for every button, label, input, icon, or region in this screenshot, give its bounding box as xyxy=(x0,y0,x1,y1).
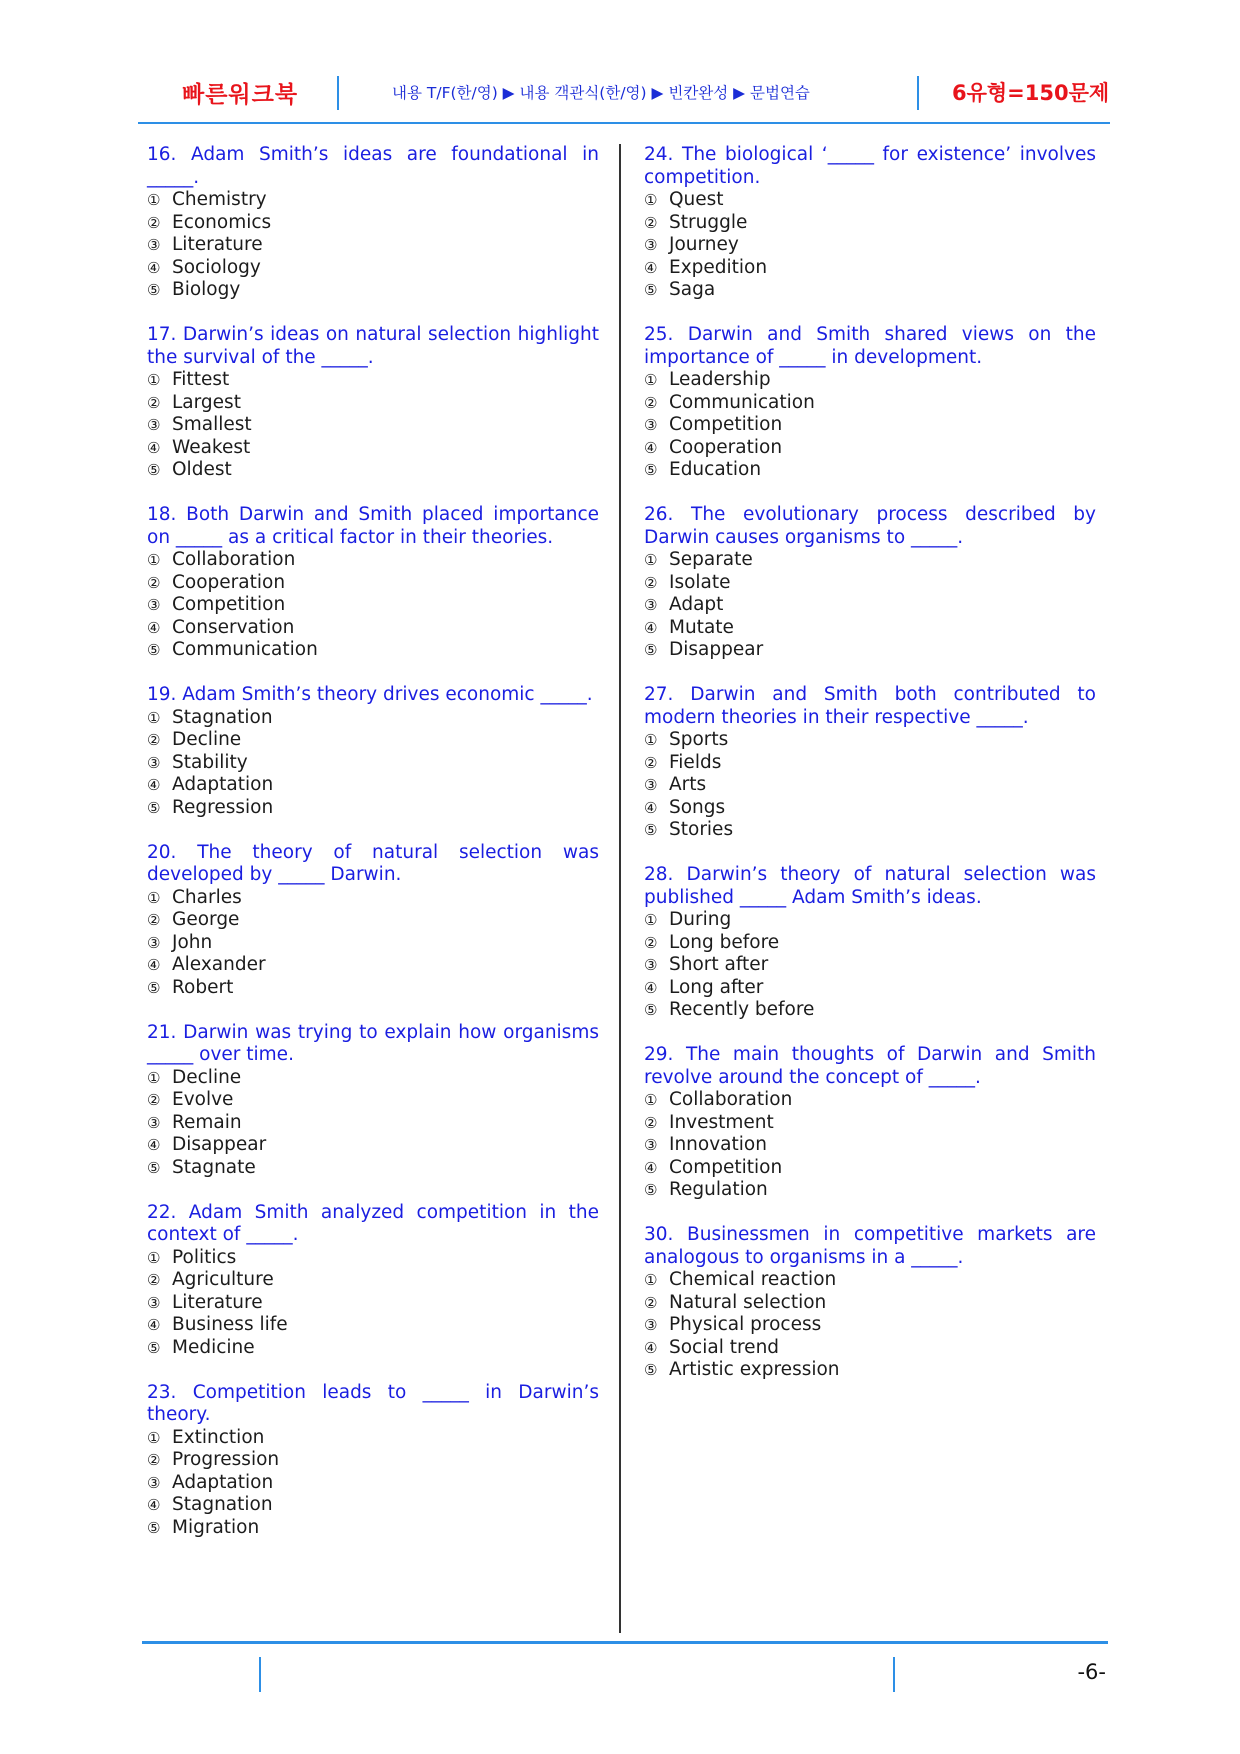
option-list xyxy=(644,729,1096,842)
option-number: ③ xyxy=(644,956,658,974)
answer-option xyxy=(147,932,599,955)
answer-option xyxy=(644,909,1096,932)
answer-option xyxy=(644,572,1096,595)
brand-title: 빠른워크북 xyxy=(182,82,299,108)
option-label: Competition xyxy=(669,1156,783,1178)
answer-option xyxy=(147,887,599,910)
option-label: Biology xyxy=(172,279,241,300)
answer-option xyxy=(147,707,599,730)
answer-option xyxy=(147,1314,599,1337)
option-label: Cooperation xyxy=(172,571,286,593)
option-label: Short after xyxy=(669,954,769,975)
option-number: ① xyxy=(644,1091,658,1109)
footer-divider xyxy=(893,1657,895,1692)
option-number: ② xyxy=(147,393,161,412)
question-text: 18. Both Darwin and Smith placed importance on _____ as a critical factor in their theories. xyxy=(147,504,599,548)
option-label: Politics xyxy=(172,1246,237,1268)
option-label: Quest xyxy=(669,189,724,210)
option-number: ④ xyxy=(147,1136,161,1154)
answer-option xyxy=(147,1292,599,1315)
option-number: ⑤ xyxy=(644,1181,658,1199)
answer-option xyxy=(644,257,1096,280)
answer-option xyxy=(644,234,1096,257)
option-number: ⑤ xyxy=(147,461,161,479)
answer-option xyxy=(147,774,599,797)
option-label: Natural selection xyxy=(669,1291,827,1313)
answer-option xyxy=(644,1134,1096,1157)
option-number: ① xyxy=(147,191,161,209)
option-number: ④ xyxy=(147,618,161,637)
option-label: Stories xyxy=(669,819,734,840)
option-number: ① xyxy=(147,371,161,389)
question-text: 16. Adam Smith’s ideas are foundational in _____. xyxy=(147,144,599,188)
option-number: ② xyxy=(644,573,658,592)
option-number: ③ xyxy=(147,933,161,952)
option-number: ② xyxy=(147,573,161,592)
answer-option xyxy=(147,1472,599,1495)
answer-option xyxy=(147,909,599,932)
answer-option xyxy=(147,1157,599,1180)
answer-option xyxy=(644,999,1096,1022)
answer-option xyxy=(644,977,1096,1000)
answer-option xyxy=(147,1112,599,1135)
answer-option xyxy=(644,369,1096,392)
question-block xyxy=(147,1382,599,1540)
option-list xyxy=(644,549,1096,662)
header-divider xyxy=(337,76,339,110)
option-number: ④ xyxy=(147,1496,161,1514)
option-label: Arts xyxy=(669,774,707,795)
option-label: Stability xyxy=(172,751,248,773)
option-label: Communication xyxy=(172,639,318,660)
option-number: ① xyxy=(644,1271,658,1289)
option-label: Disappear xyxy=(172,1134,267,1155)
option-number: ② xyxy=(644,933,658,952)
option-label: Isolate xyxy=(669,571,731,593)
answer-option xyxy=(147,572,599,595)
answer-option xyxy=(644,639,1096,662)
option-number: ② xyxy=(644,753,658,772)
option-label: Stagnate xyxy=(172,1156,256,1178)
option-number: ⑤ xyxy=(644,641,658,659)
option-label: Journey xyxy=(669,234,739,255)
option-number: ⑤ xyxy=(147,1518,161,1537)
answer-option xyxy=(644,1314,1096,1337)
option-number: ③ xyxy=(147,596,161,614)
option-label: Communication xyxy=(669,391,815,413)
option-label: Physical process xyxy=(669,1314,822,1335)
answer-option xyxy=(644,279,1096,302)
option-number: ③ xyxy=(644,416,658,434)
header-rule xyxy=(138,122,1110,124)
option-number: ① xyxy=(147,888,161,907)
answer-option xyxy=(147,1269,599,1292)
option-label: Saga xyxy=(669,279,716,300)
question-block xyxy=(644,324,1096,482)
answer-option xyxy=(644,752,1096,775)
question-text: 20. The theory of natural selection was developed by _____ Darwin. xyxy=(147,841,599,885)
option-list xyxy=(147,887,599,1000)
question-text: 17. Darwin’s ideas on natural selection highlight the survival of the _____. xyxy=(147,324,599,368)
option-list xyxy=(644,369,1096,482)
answer-option xyxy=(147,1134,599,1157)
option-label: Evolve xyxy=(172,1089,234,1110)
option-number: ③ xyxy=(644,1316,658,1334)
answer-option xyxy=(147,594,599,617)
option-number: ⑤ xyxy=(147,1338,161,1357)
question-text: 21. Darwin was trying to explain how organisms _____ over time. xyxy=(147,1021,599,1065)
answer-option xyxy=(147,1089,599,1112)
answer-option xyxy=(644,549,1096,572)
option-label: Fittest xyxy=(172,369,230,390)
option-number: ④ xyxy=(147,1316,161,1334)
question-block xyxy=(147,1022,599,1180)
answer-option xyxy=(147,1067,599,1090)
option-label: Leadership xyxy=(669,369,771,390)
option-number: ③ xyxy=(147,416,161,434)
column-divider xyxy=(619,144,621,1633)
left-question-column xyxy=(147,144,599,1562)
option-label: Agriculture xyxy=(172,1269,274,1290)
option-label: Adaptation xyxy=(172,774,274,795)
answer-option xyxy=(147,1449,599,1472)
answer-option xyxy=(147,639,599,662)
option-label: Recently before xyxy=(669,999,815,1020)
option-label: Charles xyxy=(172,886,242,908)
question-block xyxy=(644,684,1096,842)
answer-option xyxy=(644,1359,1096,1382)
option-number: ① xyxy=(147,551,161,569)
option-number: ③ xyxy=(644,776,658,794)
answer-option xyxy=(147,752,599,775)
question-text: 26. The evolutionary process described by Darwin causes organisms to _____. xyxy=(644,504,1096,548)
question-block xyxy=(147,324,599,482)
option-number: ③ xyxy=(644,596,658,614)
option-label: Separate xyxy=(669,549,753,570)
option-label: Artistic expression xyxy=(669,1359,840,1380)
option-number: ③ xyxy=(147,1293,161,1312)
answer-option xyxy=(644,594,1096,617)
option-number: ① xyxy=(147,1248,161,1267)
option-number: ④ xyxy=(644,1338,658,1357)
answer-option xyxy=(644,932,1096,955)
answer-option xyxy=(644,459,1096,482)
option-number: ③ xyxy=(147,1473,161,1492)
option-label: Chemical reaction xyxy=(669,1269,837,1290)
answer-option xyxy=(147,212,599,235)
option-label: Social trend xyxy=(669,1336,780,1358)
option-number: ④ xyxy=(644,978,658,997)
answer-option xyxy=(147,1517,599,1540)
option-label: Migration xyxy=(172,1516,260,1538)
option-number: ⑤ xyxy=(644,1361,658,1379)
option-label: Expedition xyxy=(669,256,768,278)
option-number: ④ xyxy=(147,438,161,457)
option-number: ④ xyxy=(644,438,658,457)
option-number: ⑤ xyxy=(644,461,658,479)
option-label: Decline xyxy=(172,729,242,750)
option-number: ② xyxy=(644,213,658,232)
option-number: ① xyxy=(644,191,658,209)
option-label: Disappear xyxy=(669,639,764,660)
answer-option xyxy=(147,954,599,977)
option-number: ② xyxy=(147,731,161,749)
option-label: Medicine xyxy=(172,1336,255,1358)
option-number: ⑤ xyxy=(147,1158,161,1177)
answer-option xyxy=(644,1292,1096,1315)
option-list xyxy=(147,369,599,482)
option-label: Fields xyxy=(669,751,722,773)
option-label: Smallest xyxy=(172,414,252,435)
answer-option xyxy=(147,437,599,460)
option-number: ④ xyxy=(644,258,658,277)
option-number: ② xyxy=(644,1113,658,1132)
option-label: Songs xyxy=(669,796,726,818)
question-text: 25. Darwin and Smith shared views on the importance of _____ in development. xyxy=(644,324,1096,368)
answer-option xyxy=(644,797,1096,820)
answer-option xyxy=(147,1427,599,1450)
option-list xyxy=(644,909,1096,1022)
option-number: ④ xyxy=(147,956,161,974)
option-label: Largest xyxy=(172,391,241,413)
option-number: ① xyxy=(147,1428,161,1447)
option-number: ② xyxy=(147,1091,161,1109)
option-number: ① xyxy=(644,731,658,749)
option-number: ① xyxy=(147,1068,161,1087)
question-block xyxy=(644,1044,1096,1202)
answer-option xyxy=(644,819,1096,842)
option-label: John xyxy=(172,931,213,953)
option-list xyxy=(147,549,599,662)
answer-option xyxy=(644,729,1096,752)
option-label: Business life xyxy=(172,1314,288,1335)
option-label: Innovation xyxy=(669,1134,767,1155)
answer-option xyxy=(644,1112,1096,1135)
answer-option xyxy=(147,369,599,392)
option-label: Competition xyxy=(172,594,286,615)
question-text: 27. Darwin and Smith both contributed to modern theories in their respective _____. xyxy=(644,684,1096,728)
option-label: Education xyxy=(669,459,762,480)
answer-option xyxy=(147,392,599,415)
option-label: Progression xyxy=(172,1449,280,1470)
option-label: Sociology xyxy=(172,256,261,278)
option-list xyxy=(147,707,599,820)
option-label: Robert xyxy=(172,976,234,998)
option-list xyxy=(644,1269,1096,1382)
option-number: ④ xyxy=(147,776,161,794)
option-label: Adaptation xyxy=(172,1471,274,1493)
question-total: 6유형=150문제 xyxy=(952,81,1110,105)
option-label: Stagnation xyxy=(172,706,273,728)
answer-option xyxy=(644,392,1096,415)
option-label: Literature xyxy=(172,1291,263,1313)
answer-option xyxy=(147,1247,599,1270)
option-label: Struggle xyxy=(669,211,748,233)
right-question-column xyxy=(644,144,1096,1404)
answer-option xyxy=(147,797,599,820)
option-label: Collaboration xyxy=(669,1089,793,1110)
option-number: ④ xyxy=(644,798,658,817)
question-block xyxy=(644,864,1096,1022)
answer-option xyxy=(147,729,599,752)
answer-option xyxy=(644,1089,1096,1112)
option-number: ② xyxy=(147,1271,161,1289)
workflow-steps: 내용 T/F(한/영) ▶ 내용 객관식(한/영) ▶ 빈칸완성 ▶ 문법연습 xyxy=(392,84,810,102)
option-number: ⑤ xyxy=(644,281,658,299)
option-label: Sports xyxy=(669,729,729,750)
option-label: Weakest xyxy=(172,436,251,458)
answer-option xyxy=(147,459,599,482)
option-label: Economics xyxy=(172,211,272,233)
option-number: ⑤ xyxy=(147,978,161,997)
answer-option xyxy=(644,1337,1096,1360)
answer-option xyxy=(644,774,1096,797)
answer-option xyxy=(147,234,599,257)
option-label: Decline xyxy=(172,1066,242,1088)
option-number: ④ xyxy=(147,258,161,277)
option-list xyxy=(644,1089,1096,1202)
option-list xyxy=(147,189,599,302)
option-label: Cooperation xyxy=(669,436,783,458)
option-number: ⑤ xyxy=(644,821,658,839)
option-number: ④ xyxy=(644,1158,658,1177)
option-label: Alexander xyxy=(172,954,266,975)
option-label: Literature xyxy=(172,234,263,255)
answer-option xyxy=(644,437,1096,460)
option-number: ③ xyxy=(644,236,658,254)
option-number: ③ xyxy=(644,1136,658,1154)
answer-option xyxy=(147,414,599,437)
page-header xyxy=(138,66,1110,122)
option-label: Long after xyxy=(669,976,764,998)
option-number: ④ xyxy=(644,618,658,637)
option-label: Competition xyxy=(669,414,783,435)
answer-option xyxy=(147,279,599,302)
option-list xyxy=(147,1427,599,1540)
option-number: ⑤ xyxy=(147,798,161,817)
answer-option xyxy=(644,617,1096,640)
answer-option xyxy=(147,977,599,1000)
answer-option xyxy=(644,212,1096,235)
question-text: 24. The biological ‘_____ for existence’ involves competition. xyxy=(644,144,1096,188)
option-label: Stagnation xyxy=(172,1494,273,1515)
option-label: Conservation xyxy=(172,616,295,638)
option-number: ② xyxy=(644,393,658,412)
question-block xyxy=(147,842,599,1000)
option-number: ⑤ xyxy=(147,641,161,659)
option-label: Chemistry xyxy=(172,189,267,210)
option-number: ③ xyxy=(147,236,161,254)
answer-option xyxy=(147,617,599,640)
option-number: ① xyxy=(147,708,161,727)
option-label: Collaboration xyxy=(172,549,296,570)
option-label: Remain xyxy=(172,1111,242,1133)
answer-option xyxy=(147,189,599,212)
footer-rule xyxy=(142,1641,1108,1644)
question-text: 29. The main thoughts of Darwin and Smith revolve around the concept of _____. xyxy=(644,1044,1096,1088)
option-label: Adapt xyxy=(669,594,724,615)
question-block xyxy=(147,144,599,302)
answer-option xyxy=(644,1269,1096,1292)
answer-option xyxy=(644,1157,1096,1180)
option-label: Oldest xyxy=(172,459,232,480)
question-block xyxy=(644,144,1096,302)
answer-option xyxy=(644,414,1096,437)
page-number: -6- xyxy=(1077,1660,1106,1684)
option-label: George xyxy=(172,909,240,930)
option-number: ① xyxy=(644,371,658,389)
question-text: 19. Adam Smith’s theory drives economic _____. xyxy=(147,684,593,705)
option-list xyxy=(147,1067,599,1180)
option-number: ② xyxy=(644,1293,658,1312)
option-number: ③ xyxy=(147,1113,161,1132)
option-number: ⑤ xyxy=(644,1001,658,1019)
question-block xyxy=(644,1224,1096,1382)
option-label: Mutate xyxy=(669,616,734,638)
answer-option xyxy=(147,1494,599,1517)
answer-option xyxy=(147,257,599,280)
option-number: ⑤ xyxy=(147,281,161,299)
option-list xyxy=(147,1247,599,1360)
option-label: Regression xyxy=(172,796,274,818)
option-number: ③ xyxy=(147,753,161,772)
question-block xyxy=(147,1202,599,1360)
option-label: Extinction xyxy=(172,1426,265,1448)
question-text: 23. Competition leads to _____ in Darwin’s theory. xyxy=(147,1381,599,1425)
answer-option xyxy=(147,549,599,572)
answer-option xyxy=(644,189,1096,212)
option-label: Regulation xyxy=(669,1179,768,1200)
option-label: During xyxy=(669,909,732,930)
header-divider xyxy=(917,76,919,110)
question-text: 30. Businessmen in competitive markets are analogous to organisms in a _____. xyxy=(644,1224,1096,1268)
option-number: ① xyxy=(644,911,658,929)
footer-divider xyxy=(259,1657,261,1692)
question-block xyxy=(644,504,1096,662)
option-number: ② xyxy=(147,911,161,929)
option-list xyxy=(644,189,1096,302)
option-number: ② xyxy=(147,1451,161,1469)
option-number: ② xyxy=(147,213,161,232)
option-label: Investment xyxy=(669,1111,774,1133)
question-text: 28. Darwin’s theory of natural selection was published _____ Adam Smith’s ideas. xyxy=(644,864,1096,908)
question-block xyxy=(147,504,599,662)
question-text: 22. Adam Smith analyzed competition in the context of _____. xyxy=(147,1201,599,1245)
option-number: ① xyxy=(644,551,658,569)
option-label: Long before xyxy=(669,931,780,953)
answer-option xyxy=(644,954,1096,977)
answer-option xyxy=(147,1337,599,1360)
answer-option xyxy=(644,1179,1096,1202)
question-block xyxy=(147,684,599,819)
